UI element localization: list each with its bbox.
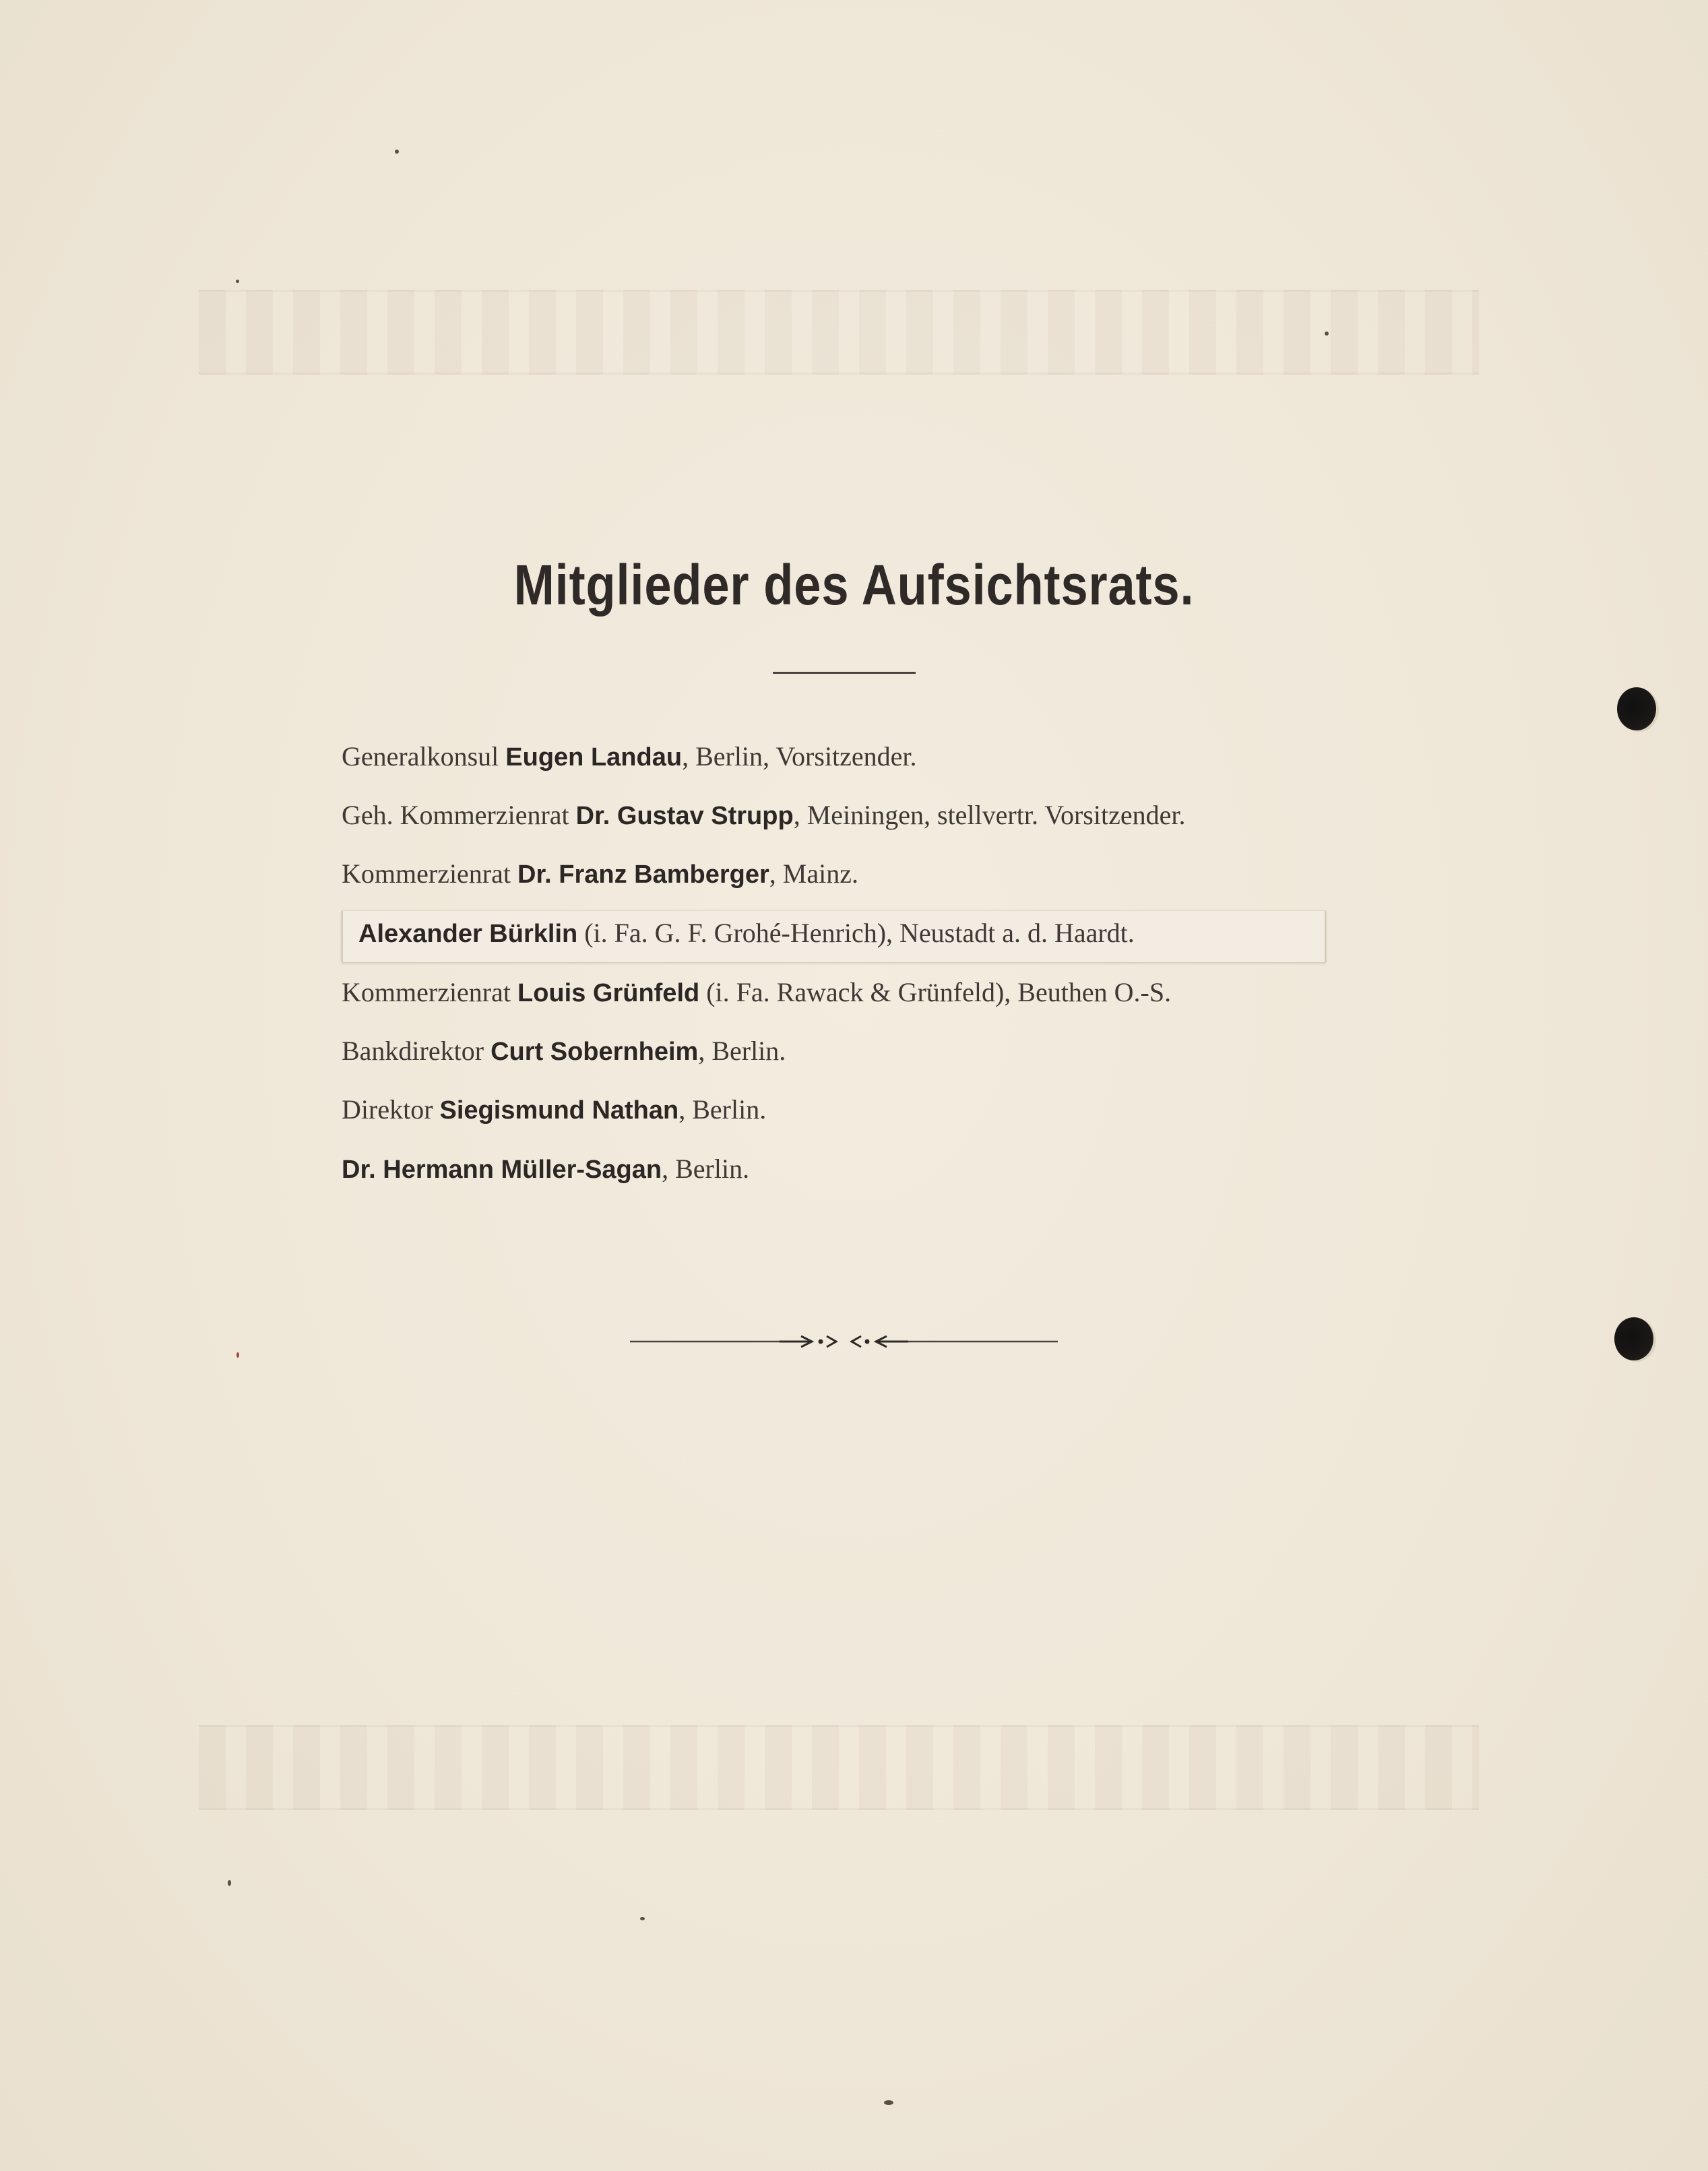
- title-underline: [773, 672, 916, 674]
- member-line: [342, 1032, 786, 1071]
- member-line: [342, 855, 858, 893]
- member-name: Eugen Landau: [505, 743, 683, 772]
- member-name: Alexander Bürklin: [358, 920, 578, 948]
- member-name: Curt Sobernheim: [491, 1038, 699, 1066]
- member-detail: , Berlin, Vorsitzender.: [682, 741, 917, 772]
- member-name: Dr. Franz Bamberger: [517, 860, 769, 889]
- punch-hole: [1614, 1317, 1653, 1360]
- paper-speck: [1325, 332, 1329, 336]
- member-line: [342, 738, 917, 776]
- member-name: Louis Grünfeld: [517, 979, 700, 1007]
- member-title: Kommerzienrat: [342, 858, 517, 889]
- member-title: Direktor: [342, 1094, 440, 1125]
- member-line: [342, 1091, 766, 1129]
- paper-speck: [236, 280, 239, 283]
- member-title: Kommerzienrat: [342, 977, 517, 1007]
- member-line: [342, 796, 1185, 835]
- member-line: [342, 1150, 749, 1189]
- member-name: Dr. Hermann Müller-Sagan: [342, 1156, 662, 1184]
- paper-speck: [884, 2100, 893, 2105]
- paper-speck: [640, 1917, 645, 1920]
- member-title: Geh. Kommerzienrat: [342, 800, 576, 830]
- paper-speck: [395, 150, 399, 154]
- member-detail: , Berlin.: [678, 1094, 767, 1125]
- member-name: Dr. Gustav Strupp: [575, 802, 794, 830]
- member-line: [358, 914, 1135, 953]
- member-detail: (i. Fa. G. F. Grohé-Henrich), Neustadt a. d. Haardt.: [577, 918, 1135, 948]
- member-title: Generalkonsul: [342, 741, 506, 772]
- page-title: Mitglieder des Aufsichtsrats.: [513, 553, 1195, 617]
- paper-speck: [236, 1352, 239, 1358]
- show-through-band-bottom: [199, 1725, 1479, 1810]
- member-detail: , Mainz.: [769, 858, 858, 889]
- member-detail: (i. Fa. Rawack & Grünfeld), Beuthen O.-S.: [699, 977, 1172, 1007]
- punch-hole: [1617, 687, 1656, 730]
- show-through-band-top: [199, 290, 1479, 375]
- member-detail: , Berlin.: [698, 1036, 786, 1066]
- member-detail: , Berlin.: [662, 1154, 750, 1184]
- member-title: Bankdirektor: [342, 1036, 491, 1066]
- member-line: [342, 974, 1171, 1012]
- paper-speck: [228, 1880, 231, 1886]
- member-name: Siegismund Nathan: [439, 1096, 679, 1125]
- ornamental-divider-icon: [630, 1329, 1058, 1354]
- member-detail: , Meiningen, stellvertr. Vorsitzender.: [793, 800, 1186, 830]
